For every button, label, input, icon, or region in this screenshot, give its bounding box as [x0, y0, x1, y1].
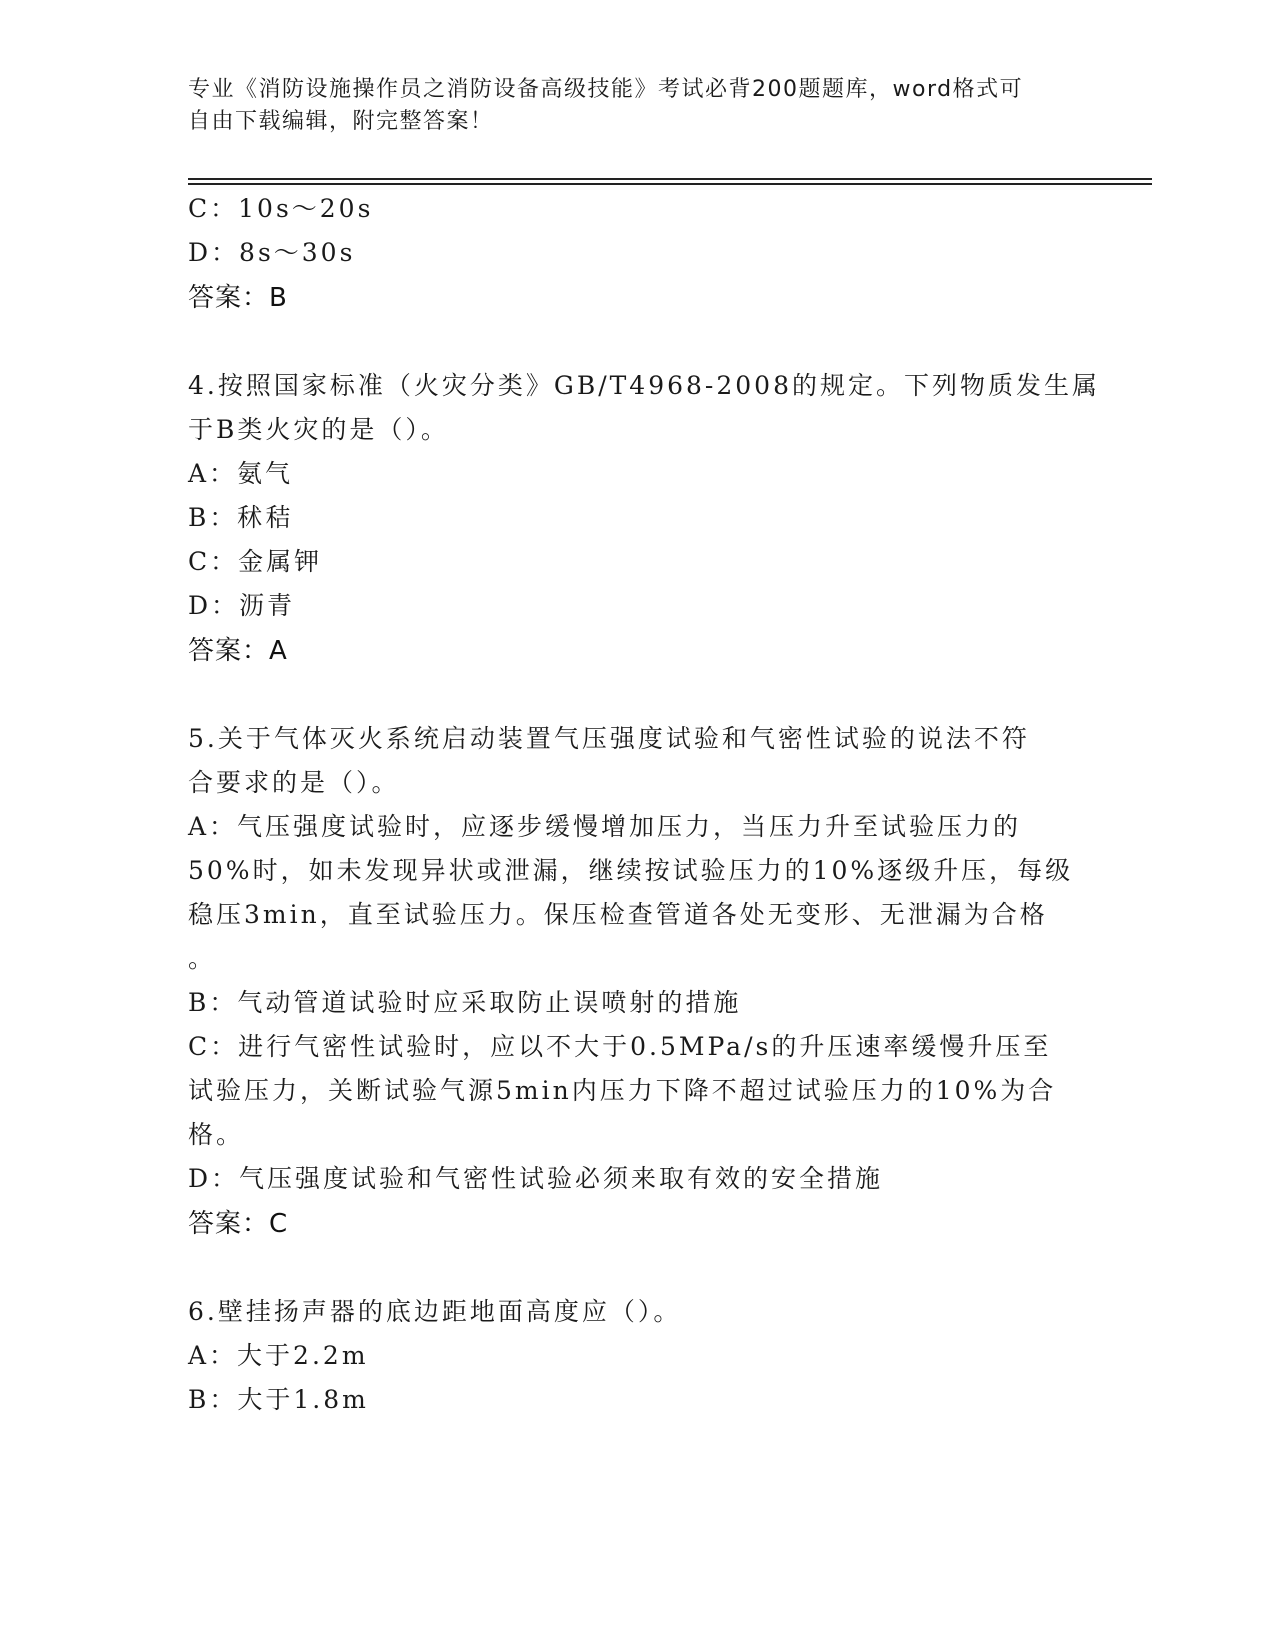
q6-option-a: A：大于2.2m [188, 1341, 369, 1370]
q5-option-d: D：气压强度试验和气密性试验必须来取有效的安全措施 [188, 1164, 884, 1193]
q4-answer: 答案：A [188, 636, 288, 666]
q3-option-c: C：10s～20s [188, 194, 374, 223]
q4-option-c: C：金属钾 [188, 547, 323, 576]
q6-stem-line-1: 6.壁挂扬声器的底边距地面高度应（）。 [188, 1297, 682, 1326]
q6-option-b: B：大于1.8m [188, 1385, 369, 1414]
header-divider-top [188, 178, 1152, 180]
q5-option-c-line-1: C：进行气密性试验时，应以不大于0.5MPa/s的升压速率缓慢升压至 [188, 1032, 1052, 1061]
q5-stem-line-1: 5.关于气体灭火系统启动装置气压强度试验和气密性试验的说法不符 [188, 724, 1030, 753]
q5-option-b: B：气动管道试验时应采取防止误喷射的措施 [188, 988, 742, 1017]
q4-option-a: A：氨气 [188, 459, 294, 488]
q5-option-a-line-1: A：气压强度试验时，应逐步缓慢增加压力，当压力升至试验压力的 [188, 812, 1022, 841]
q4-stem-line-2: 于B类火灾的是（）。 [188, 415, 449, 444]
header-line-1: 专业《消防设施操作员之消防设备高级技能》考试必背200题题库，word格式可 [188, 77, 1024, 102]
q5-option-c-line-3: 格。 [188, 1120, 245, 1149]
q3-answer: 答案：B [188, 283, 288, 313]
q5-answer: 答案：C [188, 1209, 289, 1239]
q5-option-a-line-4: 。 [188, 944, 217, 973]
q4-option-b: B：秫秸 [188, 503, 294, 532]
header-line-2: 自由下载编辑，附完整答案！ [188, 109, 494, 134]
q5-option-a-line-2: 50%时，如未发现异状或泄漏，继续按试验压力的10%逐级升压，每级 [188, 856, 1074, 885]
q4-option-d: D：沥青 [188, 591, 296, 620]
q4-stem-line-1: 4.按照国家标准（火灾分类》GB/T4968-2008的规定。下列物质发生属 [188, 371, 1100, 400]
document-header [188, 74, 1068, 138]
q5-option-a-line-3: 稳压3min，直至试验压力。保压检查管道各处无变形、无泄漏为合格 [188, 900, 1048, 929]
q5-option-c-line-2: 试验压力，关断试验气源5min内压力下降不超过试验压力的10%为合 [188, 1076, 1057, 1105]
q3-option-d: D：8s～30s [188, 238, 356, 267]
q5-stem-line-2: 合要求的是（）。 [188, 768, 400, 797]
header-divider-bottom [188, 183, 1152, 185]
